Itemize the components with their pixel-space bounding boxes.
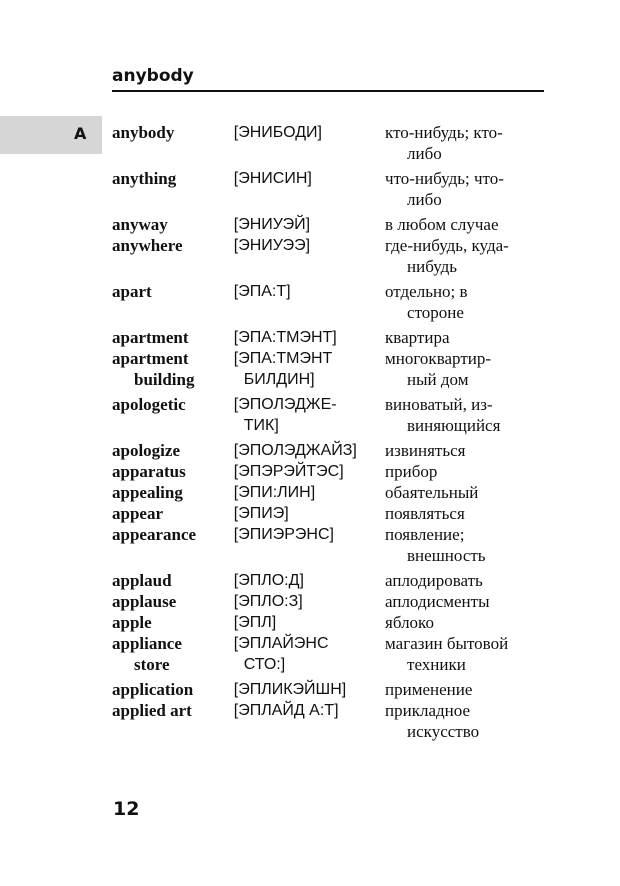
entry-transcription-line: [ЭПА:ТМЭНТ] <box>233 329 337 346</box>
entry-word <box>112 461 234 482</box>
dictionary-entry <box>112 524 552 566</box>
entry-transcription <box>234 679 385 700</box>
entry-word <box>112 679 234 700</box>
entry-meaning <box>385 679 552 700</box>
entry-word-line: appearance <box>112 525 197 544</box>
entry-transcription <box>234 503 385 524</box>
entry-transcription <box>234 570 385 591</box>
entry-transcription <box>234 633 385 675</box>
entry-word-line: apartment <box>112 328 189 347</box>
entry-transcription <box>234 700 385 742</box>
dictionary-entry <box>112 700 552 742</box>
dictionary-entries <box>112 122 552 746</box>
entry-meaning <box>385 440 552 461</box>
entry-meaning-line: многоквартир- <box>385 349 492 368</box>
entry-transcription <box>234 214 385 235</box>
entry-word <box>112 482 234 503</box>
entry-meaning-line: нибудь <box>407 257 458 276</box>
entry-transcription-line: [ЭПА:Т] <box>233 283 291 300</box>
entry-transcription <box>234 348 385 390</box>
entry-meaning <box>385 327 552 348</box>
entry-meaning-line: аплодисменты <box>385 592 490 611</box>
entry-word-line: applaud <box>112 571 172 590</box>
letter-tab <box>0 116 102 154</box>
dictionary-entry <box>112 633 552 675</box>
entry-transcription <box>234 482 385 503</box>
entry-meaning-line: применение <box>385 680 473 699</box>
entry-meaning-line: виняющийся <box>407 416 501 435</box>
dictionary-entry <box>112 214 552 235</box>
entry-meaning-line: либо <box>407 144 442 163</box>
entry-transcription <box>234 394 385 436</box>
entry-transcription <box>234 461 385 482</box>
header-rule <box>112 90 544 92</box>
entry-meaning-line: либо <box>407 190 442 209</box>
entry-transcription-line: [ЭПА:ТМЭНТ <box>233 350 333 367</box>
entry-word <box>112 503 234 524</box>
dictionary-entry <box>112 503 552 524</box>
entry-word-line: apologize <box>112 441 180 460</box>
entry-word-line: application <box>112 680 194 699</box>
entry-meaning <box>385 214 552 235</box>
dictionary-entry <box>112 235 552 277</box>
entry-meaning <box>385 235 552 277</box>
entry-word-line: apartment <box>112 349 189 368</box>
entry-meaning-line: искусство <box>407 722 480 741</box>
entry-meaning <box>385 524 552 566</box>
entry-word-line: apple <box>112 613 152 632</box>
entry-meaning <box>385 591 552 612</box>
entry-transcription-line: СТО:] <box>243 656 286 673</box>
entry-meaning-line: прикладное <box>385 701 471 720</box>
entry-transcription <box>234 591 385 612</box>
entry-transcription-line: [ЭПЛИКЭЙШН] <box>233 681 347 698</box>
entry-transcription-line: [ЭНИСИН] <box>233 170 312 187</box>
entry-transcription-line: ТИК] <box>243 417 279 434</box>
entry-meaning <box>385 503 552 524</box>
entry-word <box>112 348 234 390</box>
entry-meaning <box>385 633 552 675</box>
entry-meaning-line: виноватый, из- <box>385 395 493 414</box>
dictionary-entry <box>112 394 552 436</box>
entry-word-line: building <box>134 370 195 389</box>
entry-transcription <box>234 327 385 348</box>
dictionary-entry <box>112 440 552 461</box>
dictionary-entry <box>112 612 552 633</box>
entry-meaning-line: отдельно; в <box>385 282 468 301</box>
dictionary-entry <box>112 591 552 612</box>
entry-transcription <box>234 612 385 633</box>
dictionary-entry <box>112 461 552 482</box>
entry-meaning <box>385 394 552 436</box>
entry-transcription-line: [ЭПЛАЙЭНС <box>233 635 329 652</box>
entry-transcription <box>234 440 385 461</box>
entry-word-line: applause <box>112 592 177 611</box>
entry-word-line: anywhere <box>112 236 183 255</box>
entry-word <box>112 235 234 277</box>
entry-word-line: anything <box>112 169 177 188</box>
entry-meaning <box>385 612 552 633</box>
entry-transcription-line: [ЭПЛО:Д] <box>233 572 304 589</box>
entry-word <box>112 633 234 675</box>
entry-transcription-line: [ЭНИБОДИ] <box>233 124 322 141</box>
entry-transcription <box>234 524 385 566</box>
entry-transcription-line: [ЭПЛ] <box>233 614 277 631</box>
dictionary-entry <box>112 281 552 323</box>
entry-meaning <box>385 281 552 323</box>
entry-word <box>112 122 234 164</box>
dictionary-entry <box>112 348 552 390</box>
entry-meaning <box>385 122 552 164</box>
entry-word-line: apologetic <box>112 395 186 414</box>
entry-meaning-line: что-нибудь; что- <box>385 169 504 188</box>
entry-meaning-line: появление; <box>385 525 465 544</box>
entry-word <box>112 570 234 591</box>
dictionary-entry <box>112 168 552 210</box>
entry-word <box>112 524 234 566</box>
entry-transcription-line: [ЭПОЛЭДЖАЙЗ] <box>233 442 357 459</box>
entry-transcription-line: [ЭПЛО:З] <box>233 593 303 610</box>
entry-word-line: anybody <box>112 123 175 142</box>
entry-word <box>112 168 234 210</box>
page-number: 12 <box>113 798 140 820</box>
entry-meaning <box>385 168 552 210</box>
dictionary-entry <box>112 122 552 164</box>
letter-tab-label: A <box>74 124 87 143</box>
entry-word <box>112 281 234 323</box>
dictionary-entry <box>112 482 552 503</box>
entry-transcription <box>234 235 385 277</box>
entry-word-line: anyway <box>112 215 168 234</box>
entry-word <box>112 327 234 348</box>
entry-word-line: appliance <box>112 634 182 653</box>
entry-word-line: applied art <box>112 701 192 720</box>
entry-meaning-line: внешность <box>407 546 486 565</box>
entry-transcription-line: БИЛДИН] <box>243 371 315 388</box>
entry-meaning-line: магазин бытовой <box>385 634 509 653</box>
entry-word <box>112 591 234 612</box>
entry-meaning-line: стороне <box>407 303 464 322</box>
entry-word <box>112 700 234 742</box>
entry-word-line: apparatus <box>112 462 186 481</box>
dictionary-entry <box>112 679 552 700</box>
entry-word-line: apart <box>112 282 152 301</box>
entry-meaning <box>385 461 552 482</box>
dictionary-entry <box>112 327 552 348</box>
entry-word <box>112 214 234 235</box>
entry-transcription-line: [ЭПЛАЙД А:Т] <box>233 702 339 719</box>
entry-transcription <box>234 122 385 164</box>
entry-meaning-line: обаятельный <box>385 483 479 502</box>
entry-meaning-line: ный дом <box>407 370 469 389</box>
entry-meaning-line: в любом случае <box>385 215 499 234</box>
entry-meaning <box>385 348 552 390</box>
entry-word-line: appealing <box>112 483 183 502</box>
entry-transcription-line: [ЭПИЭ] <box>233 505 289 522</box>
entry-meaning <box>385 570 552 591</box>
entry-transcription <box>234 281 385 323</box>
entry-transcription-line: [ЭНИУЭЙ] <box>233 216 311 233</box>
entry-meaning-line: кто-нибудь; кто- <box>385 123 503 142</box>
entry-word-line: store <box>134 655 170 674</box>
entry-meaning-line: появляться <box>385 504 465 523</box>
dictionary-entry <box>112 570 552 591</box>
entry-word <box>112 440 234 461</box>
entry-word-line: appear <box>112 504 163 523</box>
entry-meaning-line: прибор <box>385 462 438 481</box>
entry-meaning <box>385 700 552 742</box>
entry-meaning-line: яблоко <box>385 613 434 632</box>
entry-meaning-line: аплодировать <box>385 571 483 590</box>
entry-word <box>112 612 234 633</box>
entry-meaning-line: техники <box>407 655 466 674</box>
entry-meaning-line: где-нибудь, куда- <box>385 236 509 255</box>
entry-transcription <box>234 168 385 210</box>
entry-meaning-line: квартира <box>385 328 450 347</box>
entry-transcription-line: [ЭПОЛЭДЖЕ- <box>233 396 337 413</box>
entry-word <box>112 394 234 436</box>
running-header: anybody <box>112 66 194 86</box>
entry-meaning <box>385 482 552 503</box>
entry-transcription-line: [ЭПИЭРЭНС] <box>233 526 334 543</box>
entry-meaning-line: извиняться <box>385 441 466 460</box>
entry-transcription-line: [ЭНИУЭЭ] <box>233 237 311 254</box>
entry-transcription-line: [ЭПЭРЭЙТЭС] <box>233 463 344 480</box>
entry-transcription-line: [ЭПИ:ЛИН] <box>233 484 316 501</box>
